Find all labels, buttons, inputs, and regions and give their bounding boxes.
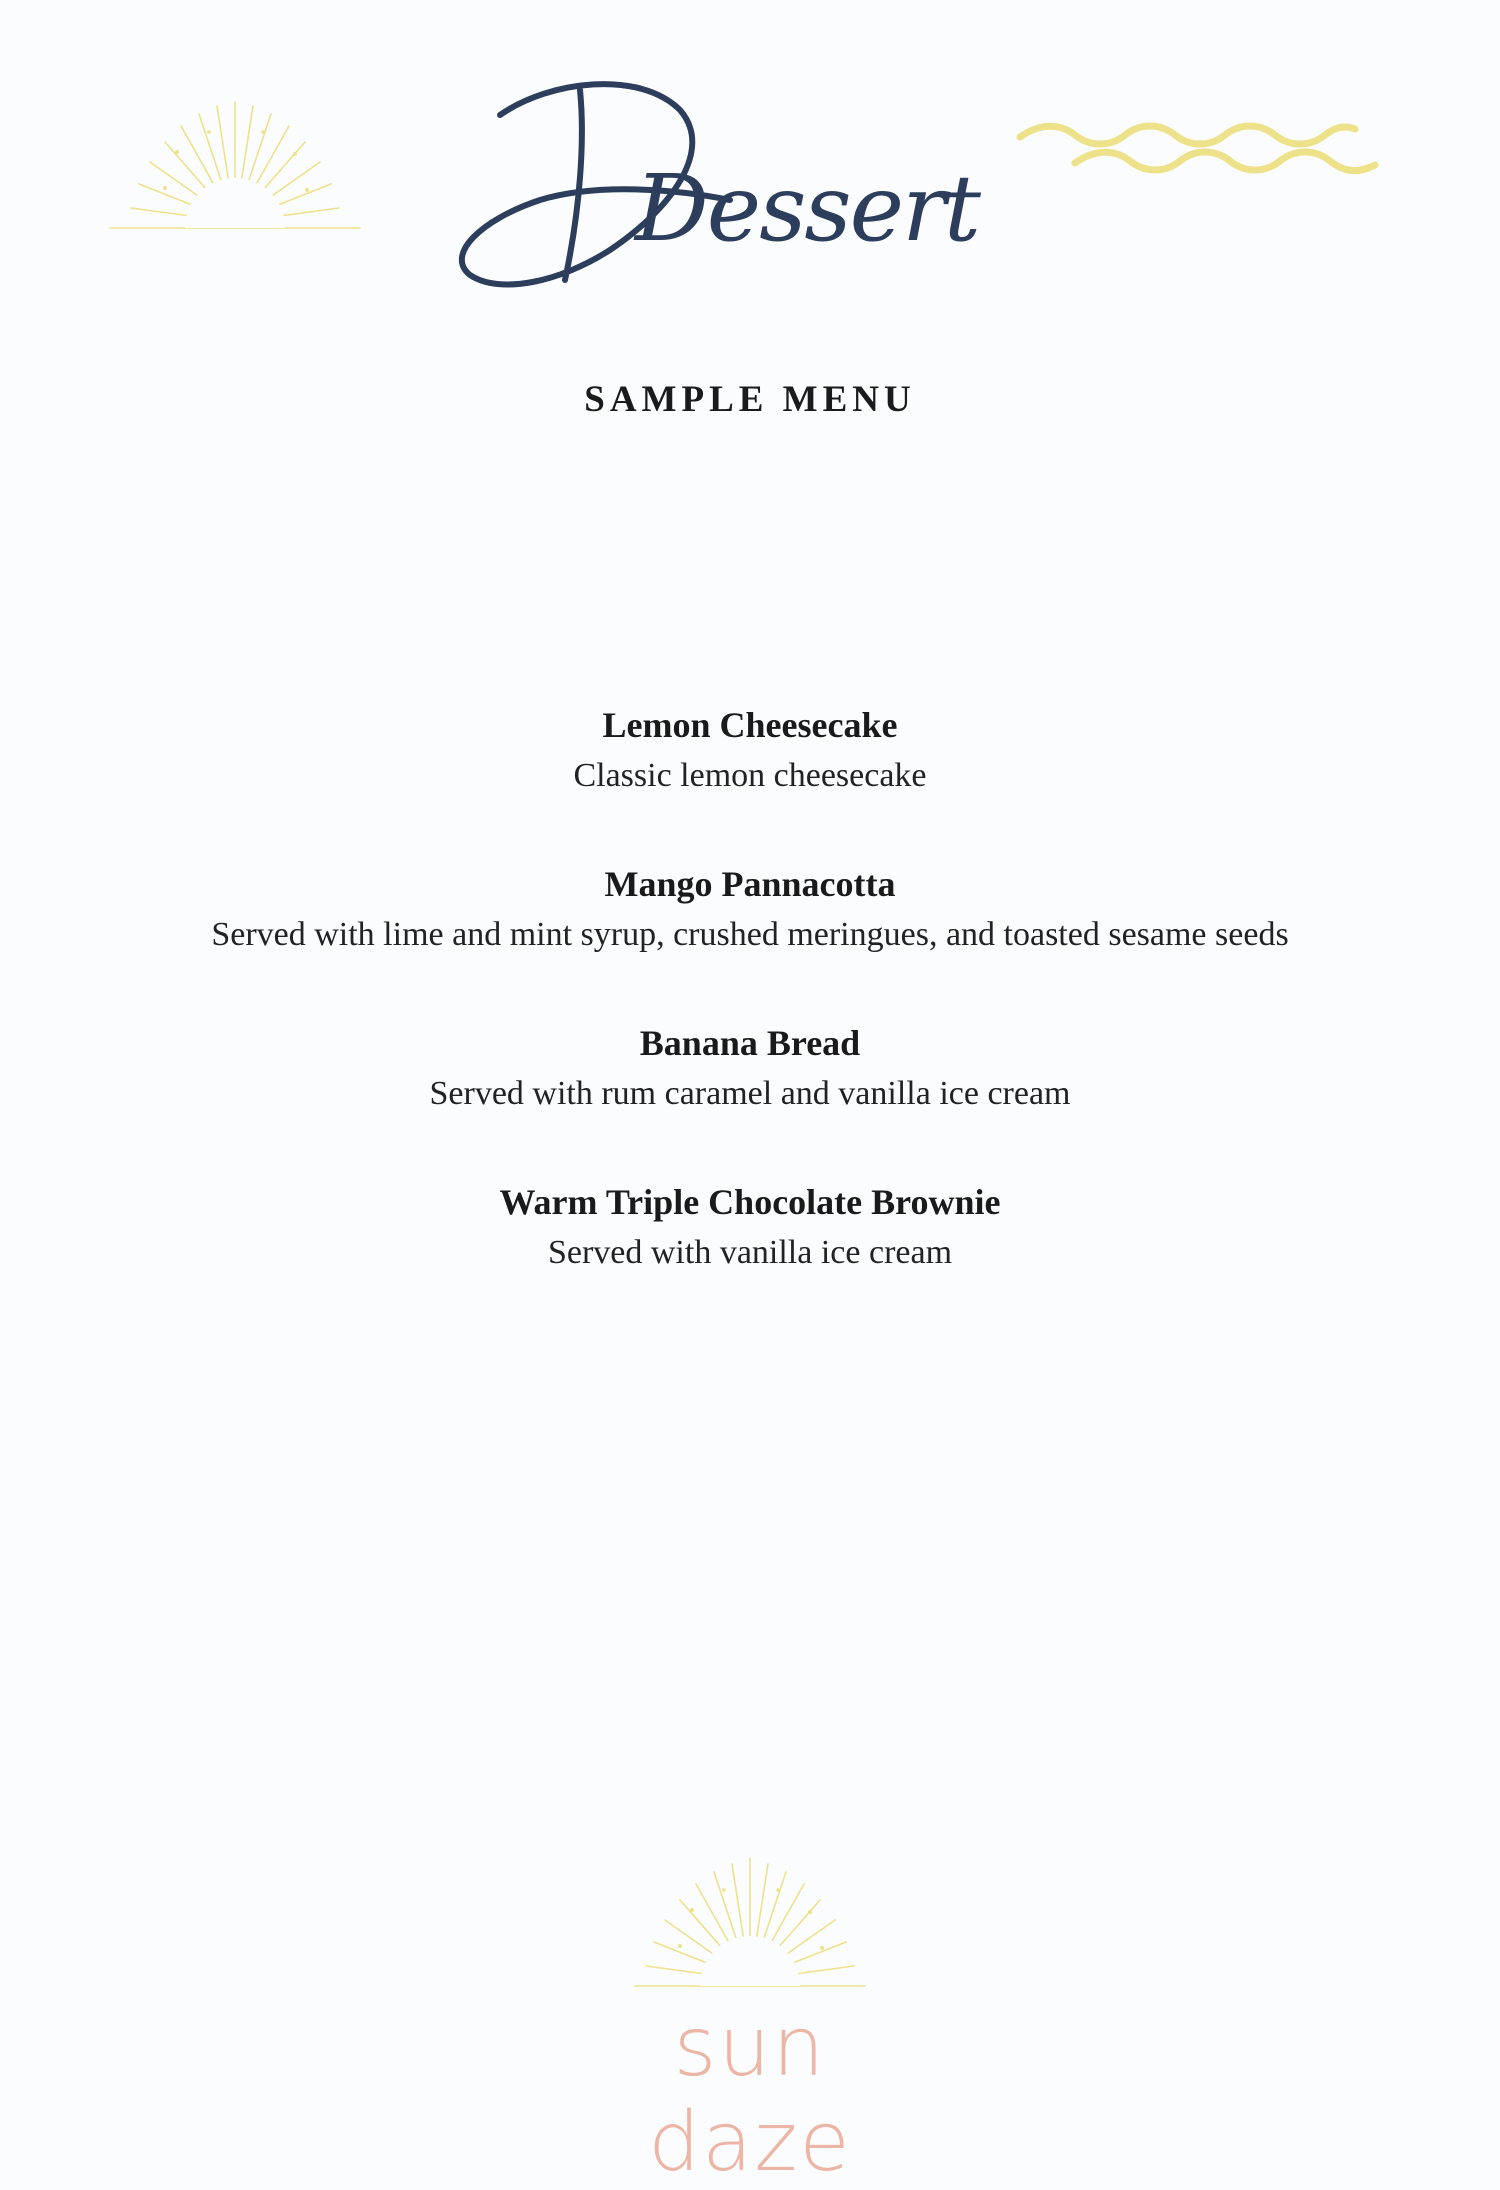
menu-item (0, 700, 1500, 859)
menu-item-description: Classic lemon cheesecake (573, 757, 927, 794)
menu-item-description: Served with rum caramel and vanilla ice cream (429, 1075, 1071, 1112)
menu-title-text: Dessert (635, 155, 980, 262)
menu-list (0, 700, 1500, 1336)
menu-item-name: Mango Pannacotta (604, 864, 896, 904)
menu-item (0, 1177, 1500, 1336)
brand-logo-text: sun daze (648, 2000, 852, 2190)
menu-item-description: Served with vanilla ice cream (547, 1234, 953, 1271)
menu-item-name: Lemon Cheesecake (602, 705, 898, 745)
menu-item-name: Banana Bread (639, 1023, 861, 1063)
menu-subtitle: SAMPLE MENU (584, 379, 916, 420)
sunburst-icon (105, 92, 365, 242)
menu-title (440, 60, 1000, 320)
menu-item (0, 859, 1500, 1018)
sunburst-icon (620, 1850, 880, 2000)
waves-icon (1015, 115, 1380, 185)
menu-item-name: Warm Triple Chocolate Brownie (499, 1182, 1001, 1222)
menu-item-description: Served with lime and mint syrup, crushed meringues, and toasted sesame seeds (211, 916, 1289, 953)
menu-item (0, 1018, 1500, 1177)
brand-logo (585, 1850, 915, 2190)
